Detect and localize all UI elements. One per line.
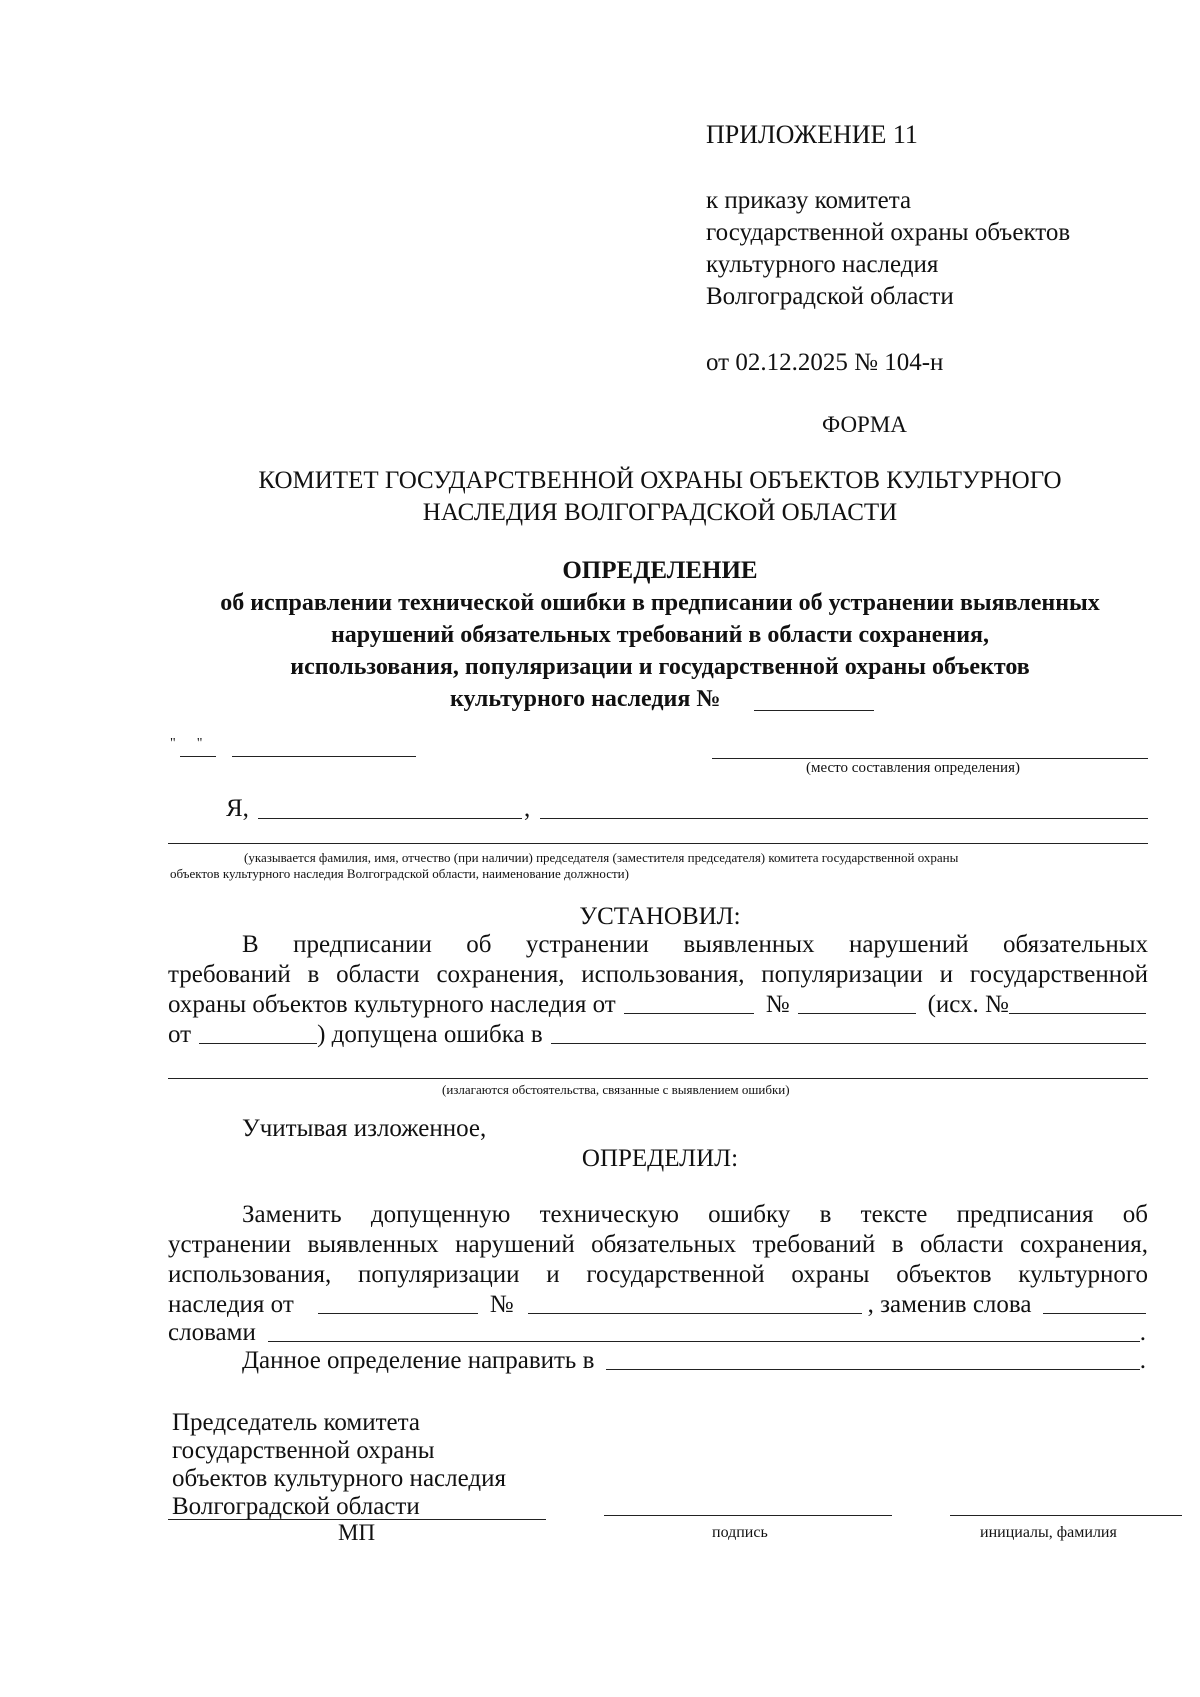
outgoing-number-blank xyxy=(1009,1013,1146,1014)
send-to-label: Данное определение направить в xyxy=(242,1347,595,1374)
determined-heading: ОПРЕДЕЛИЛ: xyxy=(581,1145,739,1172)
determined-line-6 xyxy=(242,1346,1146,1376)
determined-replace-words: , заменив слова xyxy=(867,1291,1032,1318)
committee-line-1: КОМИТЕТ ГОСУДАРСТВЕННОЙ ОХРАНЫ ОБЪЕКТОВ КУЛЬТУРНОГО xyxy=(258,467,1062,494)
established-line-2: требований в области сохранения, использования, популяризации и государственной xyxy=(168,961,1148,988)
position-line-2: государственной охраны xyxy=(172,1437,435,1464)
stamp-label: МП xyxy=(338,1520,376,1545)
official-caption-line-1: (указывается фамилия, имя, отчество (при наличии) председателя (заместителя председателя) комитета государственной охраны xyxy=(244,850,959,865)
name-caption: инициалы, фамилия xyxy=(980,1524,1117,1541)
ya-comma: , xyxy=(524,795,531,822)
title-line-3: использования, популяризации и государственной охраны объектов xyxy=(290,654,1030,680)
position-line-3: объектов культурного наследия xyxy=(172,1465,506,1492)
appendix-number: ПРИЛОЖЕНИЕ 11 xyxy=(706,120,918,149)
established-from-label: от xyxy=(168,1021,192,1048)
official-name-blank xyxy=(258,818,522,819)
title-line-4: культурного наследия № xyxy=(450,686,721,712)
established-heading: УСТАНОВИЛ: xyxy=(579,903,741,930)
established-line-3-text: охраны объектов культурного наследия от xyxy=(168,991,616,1018)
document-title: ОПРЕДЕЛЕНИЕ xyxy=(562,557,758,584)
established-error-text: ) допущена ошибка в xyxy=(317,1021,543,1048)
position-line-1: Председатель комитета xyxy=(172,1409,420,1436)
official-caption-line-2: объектов культурного наследия Волгоградской области, наименование должности) xyxy=(170,866,629,881)
outgoing-number-label: (исх. № xyxy=(927,991,1009,1018)
order-line-2: государственной охраны объектов xyxy=(706,219,1071,246)
send-to-blank xyxy=(606,1369,1139,1370)
signature-caption: подпись xyxy=(712,1524,768,1541)
title-number-blank xyxy=(754,710,874,711)
precept-date-blank xyxy=(624,1013,754,1014)
determined-line-4 xyxy=(168,1290,1146,1320)
new-words-blank xyxy=(268,1341,1140,1342)
established-line-3 xyxy=(168,990,1146,1020)
determined-words-label: словами xyxy=(168,1319,256,1346)
order-line-1: к приказу комитета xyxy=(706,187,912,214)
title-line-1: об исправлении технической ошибки в предписании об устранении выявленных xyxy=(220,590,1100,616)
form-label: ФОРМА xyxy=(822,412,907,437)
title-line-2: нарушений обязательных требований в области сохранения, xyxy=(330,622,990,648)
date-day-blank xyxy=(180,756,216,757)
determined-line-1: Заменить допущенную техническую ошибку в тексте предписания об xyxy=(242,1201,1148,1228)
replacement-date-blank xyxy=(318,1313,478,1314)
determined-line-5-period: . xyxy=(1139,1319,1146,1346)
determined-number-label: № xyxy=(489,1291,514,1318)
determined-line-3: использования, популяризации и государственной охраны объектов культурного xyxy=(168,1261,1148,1288)
determined-heritage-from: наследия от xyxy=(168,1291,294,1318)
determined-line-6-period: . xyxy=(1139,1347,1146,1374)
old-words-blank xyxy=(1043,1313,1146,1314)
name-blank xyxy=(950,1515,1182,1516)
outgoing-date-blank xyxy=(199,1043,317,1044)
order-date: от 02.12.2025 № 104-н xyxy=(706,349,944,376)
official-extra-blank xyxy=(168,843,1148,844)
position-line-4: Волгоградской области xyxy=(172,1493,420,1520)
place-caption: (место составления определения) xyxy=(806,760,1020,776)
established-line-4 xyxy=(168,1020,1146,1050)
established-line-1: В предписании об устранении выявленных нарушений обязательных xyxy=(242,931,1148,958)
committee-line-2: НАСЛЕДИЯ ВОЛГОГРАДСКОЙ ОБЛАСТИ xyxy=(422,499,898,526)
error-description-blank xyxy=(551,1043,1146,1044)
order-line-3: культурного наследия xyxy=(706,251,939,278)
date-month-blank xyxy=(232,756,416,757)
established-number-label: № xyxy=(765,991,790,1018)
considering-text: Учитывая изложенное, xyxy=(242,1115,487,1142)
date-quotes: " " xyxy=(170,736,203,751)
error-description-extra-blank xyxy=(168,1078,1148,1079)
order-line-4: Волгоградской области xyxy=(706,283,954,310)
signature-blank xyxy=(604,1515,892,1516)
determined-line-5 xyxy=(168,1318,1146,1348)
established-caption: (излагаются обстоятельства, связанные с выявлением ошибки) xyxy=(442,1082,790,1097)
replacement-number-blank xyxy=(528,1313,862,1314)
precept-number-blank xyxy=(798,1013,916,1014)
place-blank xyxy=(712,758,1148,759)
ya-label: Я, xyxy=(226,795,249,822)
official-position-blank xyxy=(540,818,1148,819)
determined-line-2: устранении выявленных нарушений обязательных требований в области сохранения, xyxy=(168,1231,1148,1258)
